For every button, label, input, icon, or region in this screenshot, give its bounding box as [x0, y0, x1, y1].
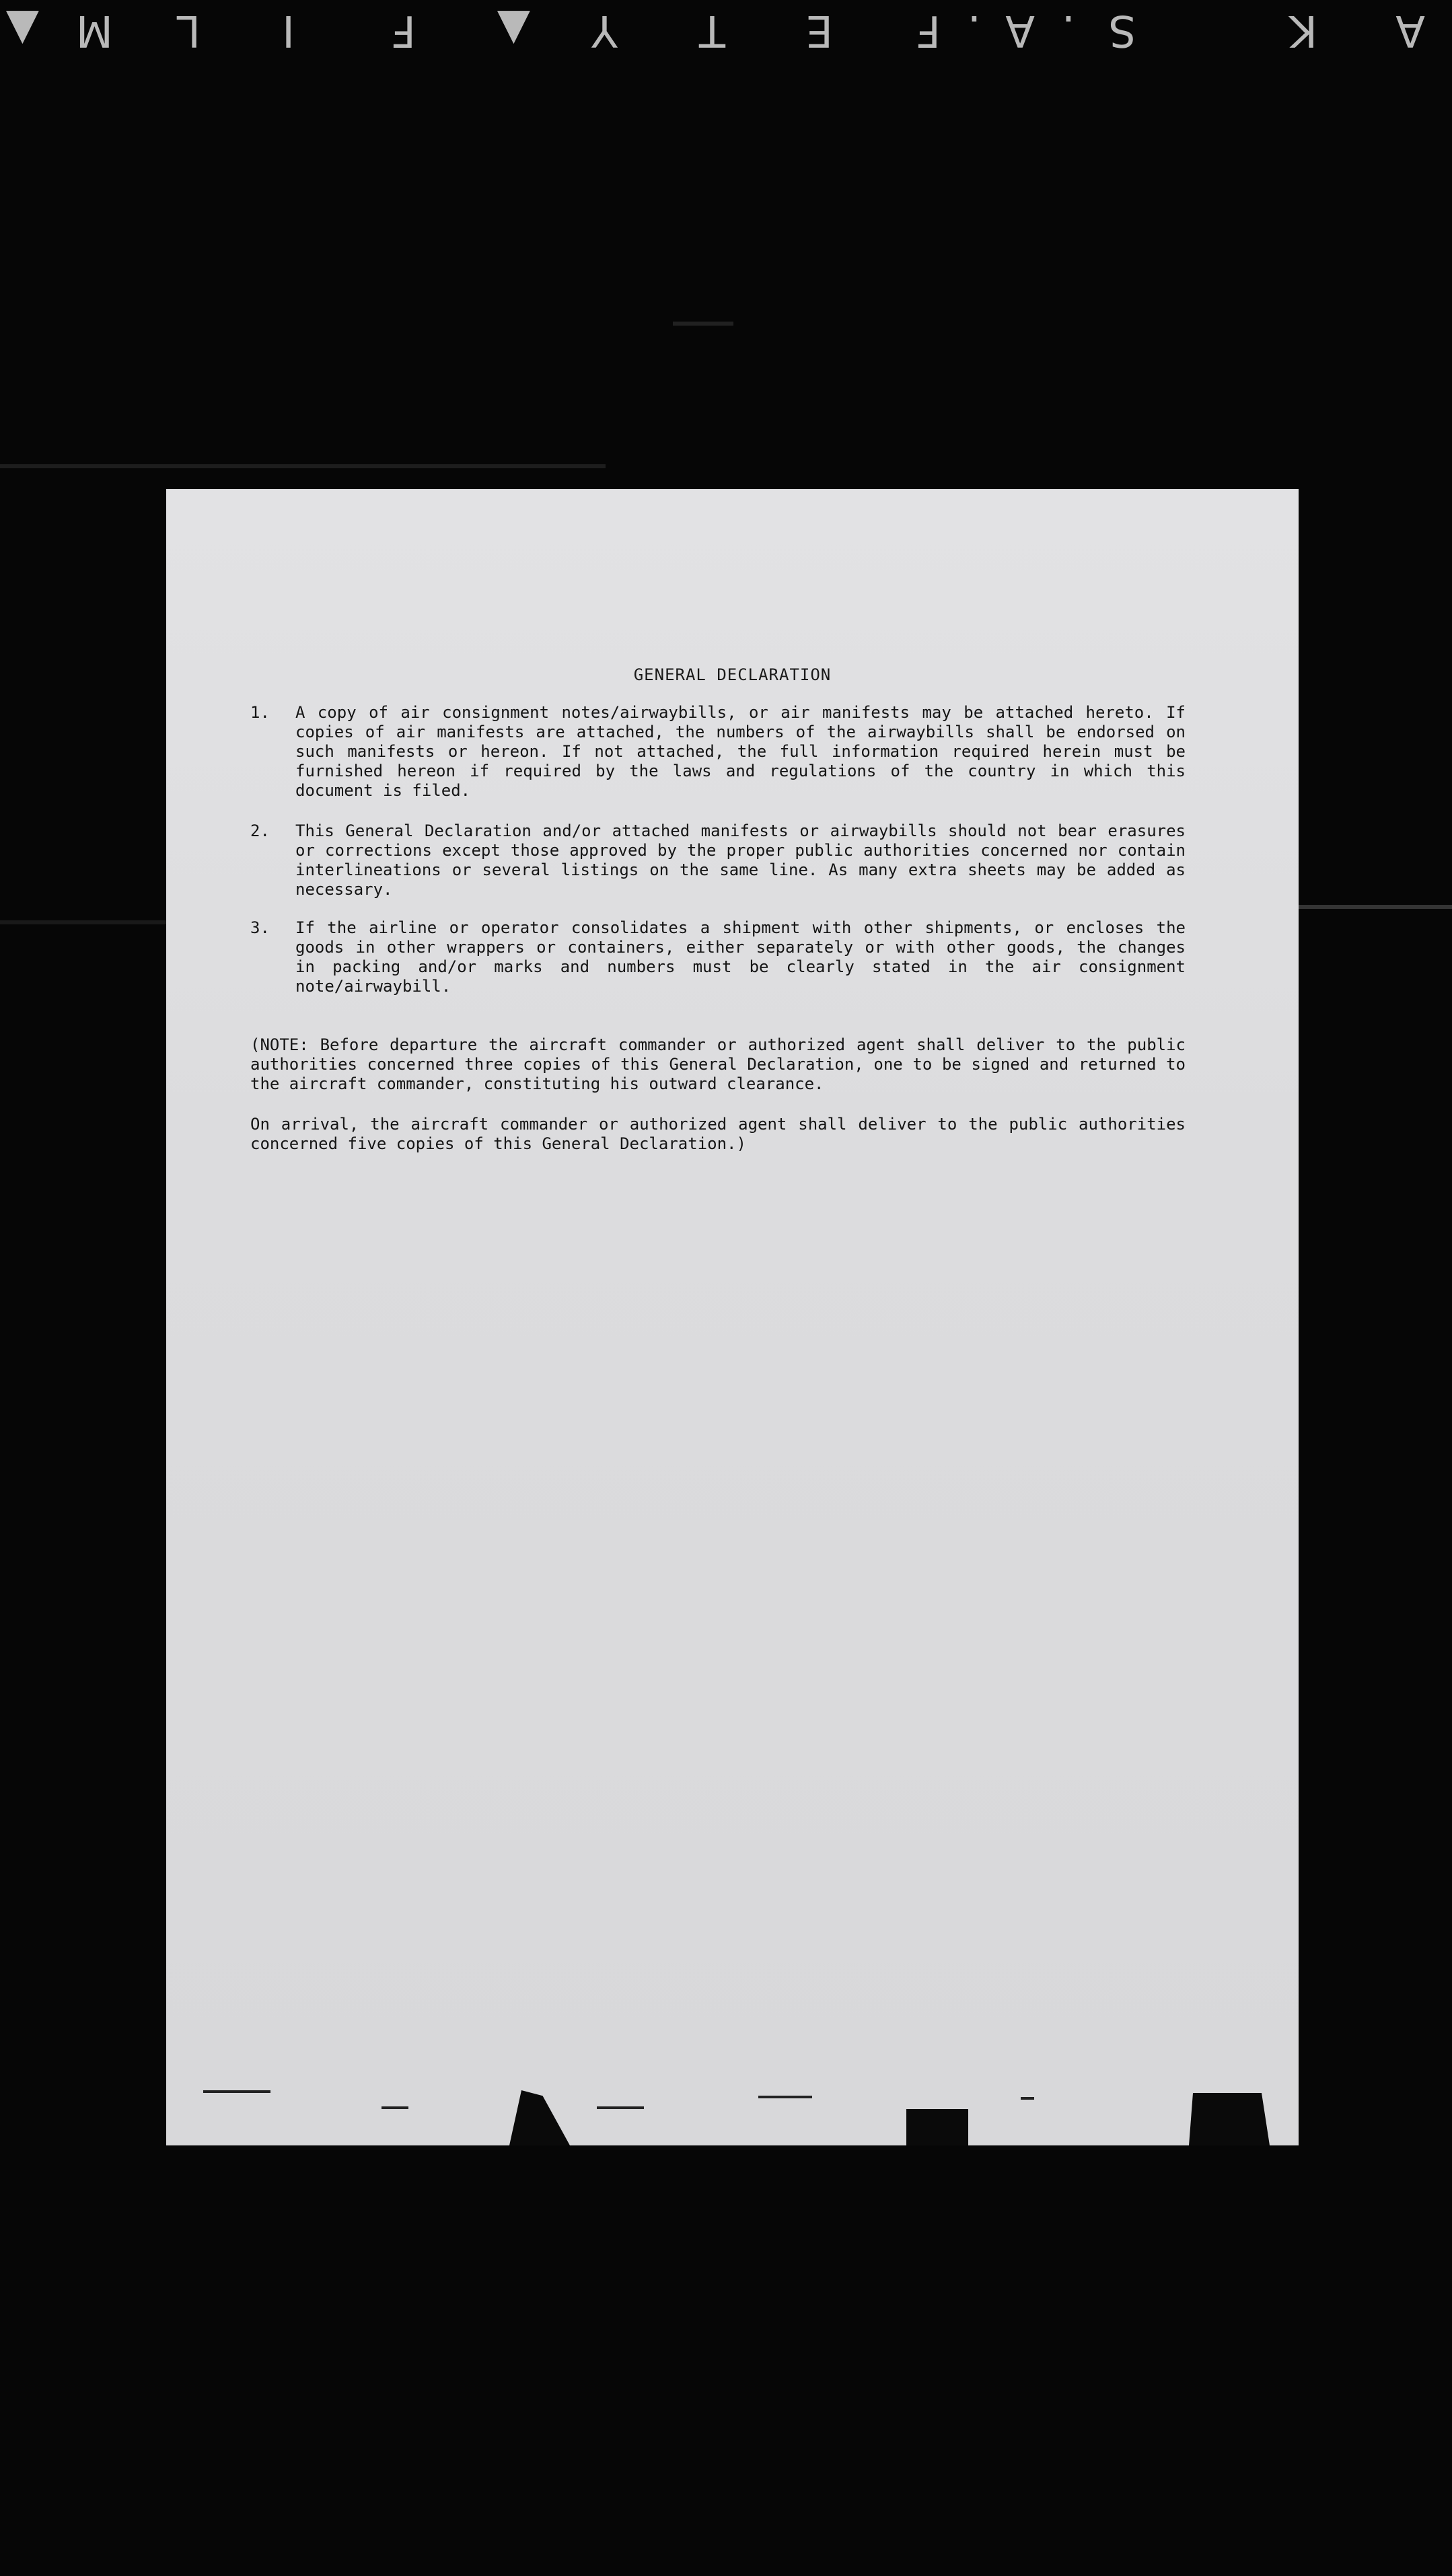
film-edge-char: Y: [587, 5, 618, 55]
film-edge-char: .: [963, 5, 981, 55]
item-text: If the airline or operator consolidates a shipment with other shipments, or encloses the goods in other wrappers or containers, either separately or with other goods, the changes in packing and/or marks and numbers must be clearly stated in the air consignment note/airwaybill.: [295, 918, 1186, 996]
note-paragraph-arrival: On arrival, the aircraft commander or authorized agent shall deliver to the public authorities concerned five copies of this General Declaration.): [250, 1115, 1186, 1153]
page-damage-mark: [1189, 2093, 1270, 2145]
item-text: A copy of air consignment notes/airwaybills, or air manifests may be attached hereto. If copies of air manifests are attached, the numbers of the airwaybills shall be endorsed on such manifests or hereon. If not attached, the full information required herein must be furnished hereon if required by the laws and regulations of the country in which this document is filed.: [295, 703, 1186, 800]
film-edge-char: M: [71, 5, 113, 55]
film-edge-char: T: [694, 5, 725, 55]
page-speck: [758, 2096, 812, 2098]
film-edge-char: L: [172, 5, 201, 55]
scan-band: [0, 464, 606, 468]
film-edge-char: ▲: [1, 5, 39, 55]
page-speck: [1021, 2097, 1034, 2100]
film-edge-markings: [0, 0, 1452, 61]
scan-band: [0, 920, 166, 924]
film-edge-char: F: [387, 5, 416, 55]
film-edge-char: .: [1057, 5, 1075, 55]
item-text: This General Declaration and/or attached manifests or airwaybills should not bear erasures or corrections except those approved by the proper public authorities concerned nor contain interlineations or several listings on the same line. As many extra sheets may be added as necessary.: [295, 821, 1186, 899]
declaration-item-1: [250, 703, 1186, 804]
film-edge-char: A: [1001, 5, 1035, 55]
document-title: GENERAL DECLARATION: [633, 665, 832, 684]
film-edge-char: K: [1285, 5, 1317, 55]
film-edge-char: S: [1104, 5, 1136, 55]
declaration-item-3: [250, 918, 1186, 999]
scan-band: [1299, 905, 1452, 909]
item-number: 2.: [250, 821, 270, 840]
page-damage-mark: [509, 2090, 570, 2145]
item-number: 1.: [250, 703, 270, 722]
item-number: 3.: [250, 918, 270, 937]
film-edge-char: I: [278, 5, 295, 55]
document-page: [166, 489, 1299, 2145]
page-damage-mark: [906, 2109, 968, 2145]
page-speck: [597, 2106, 644, 2109]
film-edge-char: ▲: [493, 5, 530, 55]
scan-band: [673, 322, 733, 326]
note-paragraph-departure: (NOTE: Before departure the aircraft commander or authorized agent shall deliver to the public authorities concerned three copies of this General Declaration, one to be signed and returned to the aircraft commander, constituting his outward clearance.: [250, 1035, 1186, 1093]
page-speck: [203, 2090, 270, 2093]
declaration-item-2: [250, 821, 1186, 902]
film-edge-char: E: [801, 5, 833, 55]
page-speck: [382, 2106, 408, 2109]
film-edge-char: F: [912, 5, 941, 55]
film-edge-char: A: [1391, 5, 1425, 55]
